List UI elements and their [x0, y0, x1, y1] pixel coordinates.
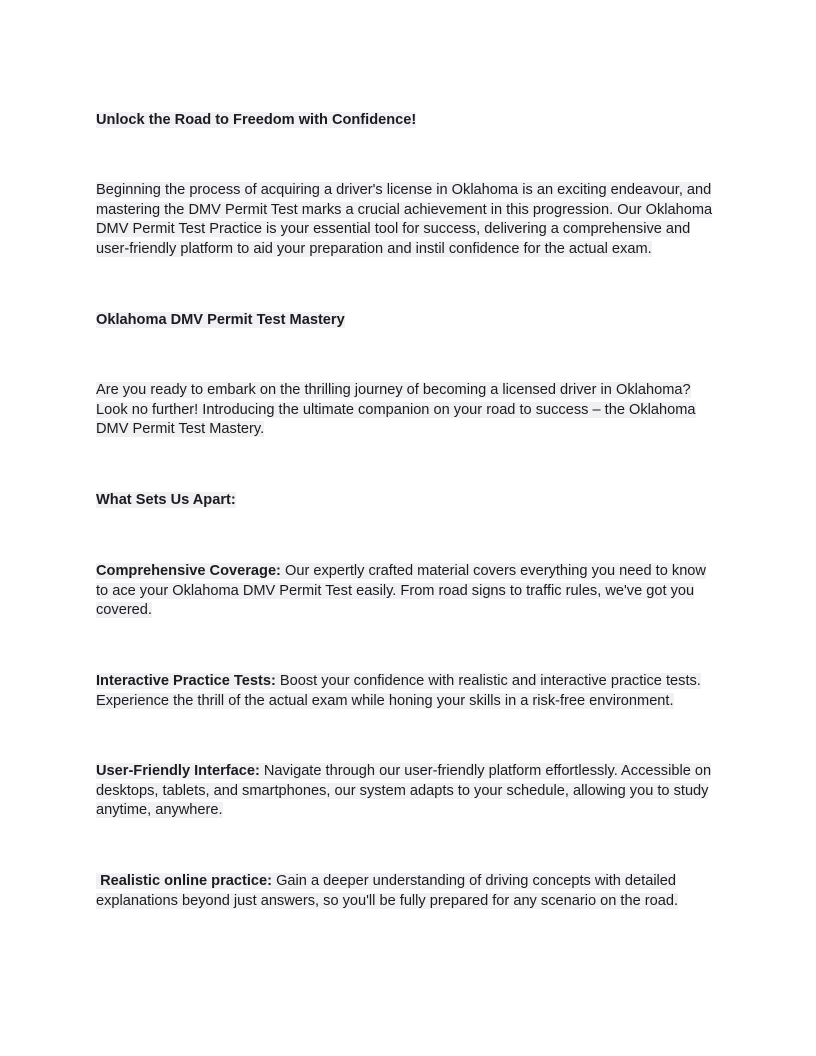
feature-realistic-online-practice	[96, 872, 720, 911]
intro-text: Beginning the process of acquiring a driver's license in Oklahoma is an exciting endeavour, and mastering the DMV Permit Test marks a crucial achievement in this progression. Our Oklahoma DMV Permit Test Practice is your essential tool for success, delivering a comprehensive and user-friendly platform to aid your preparation and instil confidence for the actual exam.	[96, 182, 713, 257]
feature-text: Gain a deeper understanding of driving concepts with detailed explanations beyond just answers, so you'll be fully prepared for any scenario on the road.	[96, 873, 679, 909]
main-heading-text: Unlock the Road to Freedom with Confidence!	[96, 112, 417, 128]
main-heading	[96, 111, 720, 131]
feature-comprehensive-coverage	[96, 562, 720, 621]
feature-title: Interactive Practice Tests:	[96, 673, 276, 689]
feature-interactive-practice-tests	[96, 672, 720, 711]
mastery-text: Are you ready to embark on the thrilling journey of becoming a licensed driver in Oklahoma? Look no further! Introducing the ultimate companion on your road to success – the Oklahoma DMV Permit Test Mastery.	[96, 382, 696, 438]
intro-paragraph	[96, 181, 720, 259]
feature-title: User-Friendly Interface:	[96, 763, 260, 779]
apart-heading-text: What Sets Us Apart:	[96, 492, 236, 508]
feature-text: Our expertly crafted material covers everything you need to know to ace your Oklahoma DMV Permit Test easily. From road signs to traffic rules, we've got you covered.	[96, 563, 706, 619]
feature-text: Boost your confidence with realistic and interactive practice tests. Experience the thrill of the actual exam while honing your skills in a risk-free environment.	[96, 673, 701, 709]
feature-title: Realistic online practice:	[96, 873, 273, 889]
apart-heading	[96, 491, 720, 511]
feature-user-friendly-interface	[96, 762, 720, 821]
mastery-paragraph	[96, 381, 720, 440]
feature-title: Comprehensive Coverage:	[96, 563, 281, 579]
feature-text: Navigate through our user-friendly platform effortlessly. Accessible on desktops, tablets, and smartphones, our system adapts to your schedule, allowing you to study anytime, anywhere.	[96, 763, 712, 819]
mastery-heading	[96, 311, 720, 331]
mastery-heading-text: Oklahoma DMV Permit Test Mastery	[96, 312, 345, 328]
